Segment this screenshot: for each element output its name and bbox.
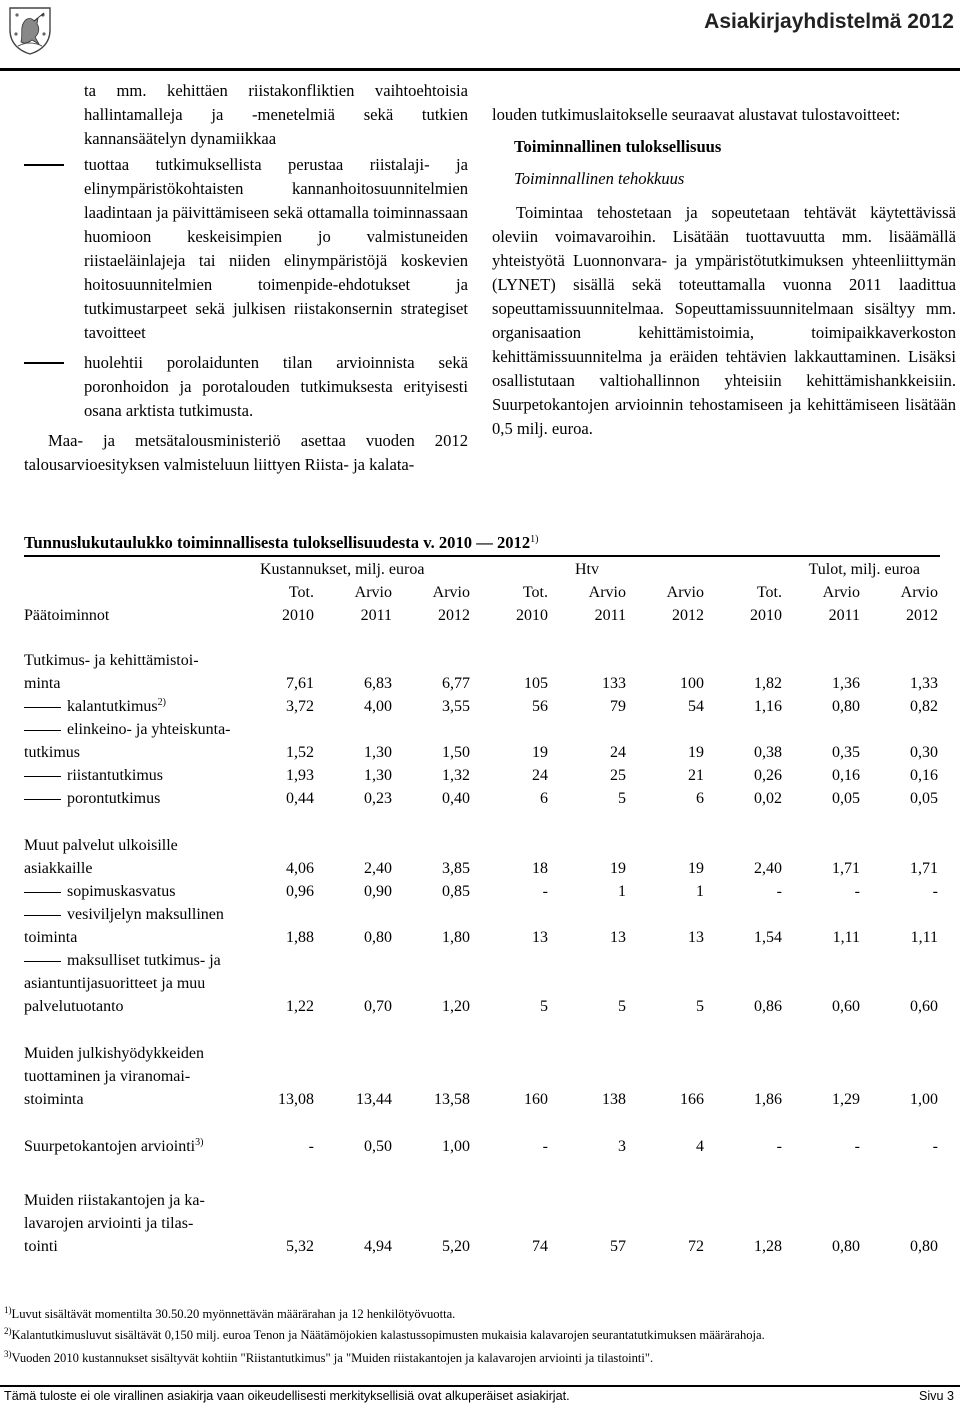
table-cell: 0,16: [910, 767, 938, 784]
table-cell: 21: [688, 767, 704, 784]
table-cell: 79: [610, 698, 626, 715]
table-cell: 0,30: [910, 744, 938, 761]
row-label-line: Tutkimus- ja kehittämistoi-: [24, 652, 199, 669]
table-row: [24, 880, 938, 903]
table-cell: 0,60: [910, 998, 938, 1015]
footnote-number: 2): [4, 1326, 12, 1336]
table-cell: 0,96: [286, 883, 314, 900]
year-header-row: [24, 604, 938, 627]
table-title: [24, 533, 538, 553]
table-cell: 4,00: [364, 698, 392, 715]
row-label-line: elinkeino- ja yhteiskunta-: [24, 718, 938, 741]
footnote-number: 3): [4, 1349, 12, 1359]
body-paragraph: Maa- ja metsätalousministeriö asettaa vuoden 2012 talousarvioesityksen valmisteluun liittyen Riista- ja kalata-: [24, 431, 468, 474]
table-cell: 1,71: [832, 860, 860, 877]
table-cell: 0,80: [832, 1238, 860, 1255]
group-header-htv: Htv: [575, 561, 599, 578]
lead-paragraph: ta mm. kehittäen riistakonfliktien vaihtoehtoisia hallintamalleja ja -menetelmiä sekä tutkien kannansäätelyn dynamiikkaa: [84, 81, 468, 148]
table-cell: 13,08: [278, 1091, 314, 1108]
table-cell: 1,16: [754, 698, 782, 715]
section-heading: Toiminnallinen tuloksellisuus: [514, 137, 722, 156]
row-label-text: palvelutuotanto: [24, 998, 124, 1015]
row-label-line: asiantuntijasuoritteet ja muu: [24, 975, 206, 992]
page-number: Sivu 3: [918, 1389, 954, 1403]
table-cell: 0,05: [910, 790, 938, 807]
table-cell: 1,30: [364, 744, 392, 761]
dash-marker: [24, 707, 61, 708]
row-label: [24, 1111, 252, 1158]
table-row-label-continuation: [24, 1065, 938, 1088]
table-cell: 19: [610, 860, 626, 877]
row-label-text: porontutkimus: [67, 790, 161, 807]
table-title-text: Tunnuslukutaulukko toiminnallisesta tuloksellisuudesta v. 2010 — 2012: [24, 533, 531, 552]
left-column: [24, 79, 468, 477]
page-footer: [4, 1389, 956, 1403]
table-cell: -: [776, 883, 782, 900]
table-cell: 24: [610, 744, 626, 761]
table-row-label-continuation: [24, 949, 938, 972]
dash-marker: [24, 776, 61, 777]
right-column: [492, 103, 956, 441]
table-cell: 1,82: [754, 675, 782, 692]
year-header-cell: 2012: [438, 607, 470, 624]
body-paragraph: Toimintaa tehostetaan ja sopeutetaan tehtävät käytettävissä oleviin voimavaroihin. Lisätään tuottavuutta mm. lisäämällä yhteistyötä Luonnonvara- ja ympäristötutkimuksen yhteenliittymän (LYNET) sisällä sekä toteuttamalla vuonna 2011 laadittua sopeuttamissuunnitelmaa. Sopeuttamissuunnitelmaan sisältyy mm. organisaation kehittämistoimia, toimipaikkaverkoston kehittämissuunnitelma ja eräiden tehtävien lakkauttaminen. Lisäksi osallistutaan valtiohallinnon yhteisiin kehittämishankkeisiin. Suurpetokantojen arvioinnin tehostamiseen ja kehittämiseen lisätään 0,5 milj. euroa.: [492, 203, 956, 438]
sub-header-cell: Arvio: [354, 584, 392, 601]
table-cell: 0,35: [832, 744, 860, 761]
row-label: [24, 926, 252, 949]
table-rule: [24, 555, 940, 557]
bullet-text: tuottaa tutkimuksellista perustaa riistalaji- ja elinympäristökohtaisten kannanhoitosuunnitelmien laadintaan ja päivittämiseen sekä ottamalla toiminnassaan huomioon keskeisimpien jo valmistuneiden riistaeläinlajeja tai niiden elinympäristöjä koskevien hoitosuunnitelmien toimenpide-ehdotukset ja tutkimustarpeet sekä julkisen riistakonsernin strategiset tavoitteet: [84, 155, 468, 342]
table-cell: 0,44: [286, 790, 314, 807]
table-cell: 0,85: [442, 883, 470, 900]
table-cell: 13: [532, 929, 548, 946]
row-label-text: minta: [24, 675, 61, 692]
table-cell: 5: [618, 998, 626, 1015]
row-label-line: Muut palvelut ulkoisille: [24, 837, 178, 854]
table-cell: 5: [540, 998, 548, 1015]
dash-marker: [24, 915, 61, 916]
table-cell: 5: [618, 790, 626, 807]
table-cell: 1,29: [832, 1091, 860, 1108]
sub-header-cell: Arvio: [432, 584, 470, 601]
table-row-label-continuation: [24, 972, 938, 995]
table-cell: 1: [618, 883, 626, 900]
year-header-cell: 2011: [828, 607, 860, 624]
footnote-ref: 3): [195, 1137, 204, 1148]
year-header-cell: 2010: [750, 607, 782, 624]
footnote-text: Vuoden 2010 kustannukset sisältyvät kohtiin "Riistantutkimus" ja "Muiden riistakantojen ja kalavarojen arviointi ja tilastointi".: [11, 1351, 654, 1365]
table-cell: 3,72: [286, 698, 314, 715]
dash-marker: [24, 799, 61, 800]
bullet-text: huolehtii porolaidunten tilan arvioinnista sekä poronhoidon ja porotalouden tutkimuksesta erityisesti osana arktista tutkimusta.: [84, 353, 468, 420]
table-cell: 13,58: [434, 1091, 470, 1108]
table-cell: 1,36: [832, 675, 860, 692]
row-label-text: tointi: [24, 1238, 58, 1255]
table-cell: -: [854, 1138, 860, 1155]
table-cell: 0,23: [364, 790, 392, 807]
document-title: Asiakirjayhdistelmä 2012: [704, 10, 954, 33]
table-cell: 19: [688, 744, 704, 761]
table-cell: -: [776, 1138, 782, 1155]
table-cell: 18: [532, 860, 548, 877]
table-cell: 0,38: [754, 744, 782, 761]
table-cell: 0,40: [442, 790, 470, 807]
table-cell: -: [308, 1138, 314, 1155]
row-label: [24, 1235, 252, 1258]
table-row: [24, 695, 938, 718]
table-cell: 138: [602, 1091, 626, 1108]
table-row-label-continuation: [24, 718, 938, 741]
sub-header-cell: Arvio: [822, 584, 860, 601]
table-cell: 105: [524, 675, 548, 692]
table-cell: 54: [688, 698, 704, 715]
table-cell: 74: [532, 1238, 548, 1255]
key-figures-table: [24, 558, 938, 1258]
table-cell: 160: [524, 1091, 548, 1108]
sub-header-row: [24, 581, 938, 604]
table-cell: 1,33: [910, 675, 938, 692]
footnote: [4, 1327, 765, 1343]
coat-of-arms-logo: [4, 4, 56, 56]
table-cell: 0,80: [364, 929, 392, 946]
row-label: [24, 995, 252, 1018]
row-label-text: sopimuskasvatus: [67, 883, 176, 900]
table-cell: 2,40: [364, 860, 392, 877]
table-cell: 19: [688, 860, 704, 877]
table-cell: 0,50: [364, 1138, 392, 1155]
table-cell: 1,50: [442, 744, 470, 761]
table-cell: 0,02: [754, 790, 782, 807]
table-row: [24, 857, 938, 880]
subsection-heading: Toiminnallinen tehokkuus: [514, 169, 685, 188]
table-cell: 1,11: [910, 929, 938, 946]
table-cell: 4: [696, 1138, 704, 1155]
table-cell: 1,71: [910, 860, 938, 877]
row-label: [24, 672, 252, 695]
table-row: [24, 787, 938, 810]
table-cell: 1,52: [286, 744, 314, 761]
table-cell: 1,88: [286, 929, 314, 946]
table-cell: 1,00: [910, 1091, 938, 1108]
table-cell: 2,40: [754, 860, 782, 877]
table-row: [24, 926, 938, 949]
sub-header-cell: Arvio: [666, 584, 704, 601]
table-cell: -: [542, 1138, 548, 1155]
table-cell: 0,90: [364, 883, 392, 900]
row-label-text: riistantutkimus: [67, 767, 163, 784]
table-cell: 1,20: [442, 998, 470, 1015]
sub-header-cell: Arvio: [900, 584, 938, 601]
table-row-label-continuation: [24, 810, 938, 857]
table-row-label-continuation: [24, 1018, 938, 1065]
table-cell: 1,28: [754, 1238, 782, 1255]
footnote: [4, 1306, 455, 1322]
table-cell: 13: [610, 929, 626, 946]
sub-header-cell: Tot.: [522, 584, 548, 601]
bullet-item: [24, 351, 468, 423]
row-label-text: Suurpetokantojen arviointi: [24, 1138, 196, 1155]
table-row: [24, 1111, 938, 1158]
table-cell: 100: [680, 675, 704, 692]
row-label: [24, 787, 252, 810]
table-title-footnote-ref: 1): [530, 534, 539, 545]
row-label-line: lavarojen arviointi ja tilas-: [24, 1215, 194, 1232]
row-label-line: Muiden julkishyödykkeiden: [24, 1045, 204, 1062]
table-cell: 3,55: [442, 698, 470, 715]
table-row: [24, 764, 938, 787]
table-cell: 0,80: [910, 1238, 938, 1255]
table-row-label-continuation: [24, 627, 938, 672]
table-cell: 0,82: [910, 698, 938, 715]
table-row: [24, 1088, 938, 1111]
table-cell: 6,83: [364, 675, 392, 692]
table-cell: -: [542, 883, 548, 900]
table-row: [24, 672, 938, 695]
footnote-text: Luvut sisältävät momentilta 30.50.20 myönnettävän määrärahan ja 12 henkilötyövuotta.: [11, 1307, 456, 1321]
table-cell: -: [932, 883, 938, 900]
table-cell: 6,77: [442, 675, 470, 692]
table-cell: 0,80: [832, 698, 860, 715]
row-label-line: tuottaminen ja viranomai-: [24, 1068, 191, 1085]
table-cell: 5,32: [286, 1238, 314, 1255]
intro-paragraph: louden tutkimuslaitokselle seuraavat alustavat tulostavoitteet:: [492, 105, 901, 124]
table-cell: 1,54: [754, 929, 782, 946]
row-label-line: maksulliset tutkimus- ja: [24, 949, 938, 972]
table-cell: 1,11: [832, 929, 860, 946]
table-cell: 56: [532, 698, 548, 715]
table-cell: 24: [532, 767, 548, 784]
footnote: [4, 1350, 653, 1366]
year-header-cell: 2011: [360, 607, 392, 624]
row-label-text: kalantutkimus: [67, 698, 158, 715]
year-header-cell: 2010: [282, 607, 314, 624]
table-row-label-continuation: [24, 1212, 938, 1235]
table-cell: 6: [540, 790, 548, 807]
table-cell: 13: [688, 929, 704, 946]
dash-marker: [24, 362, 64, 364]
row-label-text: toiminta: [24, 929, 78, 946]
table-cell: 1,30: [364, 767, 392, 784]
table-cell: 1: [696, 883, 704, 900]
table-cell: 3,85: [442, 860, 470, 877]
table-cell: 4,06: [286, 860, 314, 877]
table-cell: 0,16: [832, 767, 860, 784]
table-cell: 25: [610, 767, 626, 784]
table-cell: 166: [680, 1091, 704, 1108]
table-row: [24, 995, 938, 1018]
year-header-cell: 2010: [516, 607, 548, 624]
dash-marker: [24, 961, 61, 962]
table-row-label-continuation: [24, 1158, 938, 1212]
year-header-cell: 2012: [672, 607, 704, 624]
row-label: [24, 1088, 252, 1111]
disclaimer-text: Tämä tuloste ei ole virallinen asiakirja vaan oikeudellisesti merkityksellisiä ovat alkuperäiset asiakirjat.: [4, 1389, 570, 1403]
year-header-cell: 2011: [594, 607, 626, 624]
row-label: [24, 764, 252, 787]
table-cell: 1,93: [286, 767, 314, 784]
header-rule: [0, 68, 960, 71]
table-cell: 133: [602, 675, 626, 692]
row-label-main-activities: Päätoiminnot: [24, 607, 110, 624]
table-cell: 7,61: [286, 675, 314, 692]
table-cell: 1,80: [442, 929, 470, 946]
year-header-cell: 2012: [906, 607, 938, 624]
table-cell: -: [854, 883, 860, 900]
row-label: [24, 880, 252, 903]
table-row-label-continuation: [24, 903, 938, 926]
row-label-line: Muiden riistakantojen ja ka-: [24, 1192, 205, 1209]
table-cell: 1,00: [442, 1138, 470, 1155]
group-header-row: [24, 558, 938, 581]
group-header-income: Tulot, milj. euroa: [808, 561, 920, 578]
table-cell: 5,20: [442, 1238, 470, 1255]
group-header-costs: Kustannukset, milj. euroa: [260, 561, 425, 578]
table-cell: 1,86: [754, 1091, 782, 1108]
row-label-text: tutkimus: [24, 744, 81, 761]
table-cell: 13,44: [356, 1091, 392, 1108]
table-cell: 19: [532, 744, 548, 761]
row-label-text: stoiminta: [24, 1091, 84, 1108]
footnote-number: 1): [4, 1305, 12, 1315]
row-label-line: vesiviljelyn maksullinen: [24, 903, 938, 926]
sub-header-cell: Tot.: [288, 584, 314, 601]
table-cell: 0,86: [754, 998, 782, 1015]
table-cell: 4,94: [364, 1238, 392, 1255]
row-label: [24, 741, 252, 764]
footnote-text: Kalantutkimusluvut sisältävät 0,150 milj. euroa Tenon ja Näätämöjokien kalastussopimusten mukaisia kalavarojen seurantatutkimuksen määrärahoja.: [11, 1328, 765, 1342]
table-cell: 0,60: [832, 998, 860, 1015]
sub-header-cell: Tot.: [756, 584, 782, 601]
table-cell: 0,26: [754, 767, 782, 784]
bullet-item: [24, 153, 468, 345]
table-cell: 0,05: [832, 790, 860, 807]
row-label: [24, 857, 252, 880]
dash-marker: [24, 892, 61, 893]
table-cell: 5: [696, 998, 704, 1015]
footer-rule: [0, 1385, 960, 1387]
table-cell: 72: [688, 1238, 704, 1255]
footnote-ref: 2): [157, 697, 166, 708]
table-cell: 6: [696, 790, 704, 807]
row-label-text: asiakkaille: [24, 860, 93, 877]
table-cell: 57: [610, 1238, 626, 1255]
table-cell: -: [932, 1138, 938, 1155]
table-cell: 3: [618, 1138, 626, 1155]
table-row: [24, 741, 938, 764]
dash-marker: [24, 730, 61, 731]
dash-marker: [24, 164, 64, 166]
table-cell: 1,32: [442, 767, 470, 784]
table-cell: 1,22: [286, 998, 314, 1015]
row-label: [24, 695, 252, 718]
table-cell: 0,70: [364, 998, 392, 1015]
sub-header-cell: Arvio: [588, 584, 626, 601]
table-row: [24, 1235, 938, 1258]
